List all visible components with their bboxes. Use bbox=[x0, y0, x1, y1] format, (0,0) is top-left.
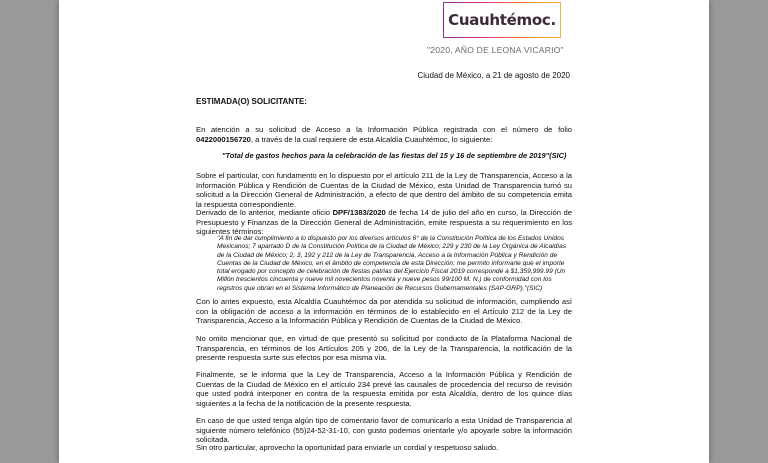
p1-text-a: En atención a su solicitud de Acceso a la Información Pública registrada con el número de folio bbox=[196, 125, 572, 134]
paragraph-closing: Sin otro particular, aprovecho la oportunidad para enviarle un cordial y respetuoso saludo. bbox=[196, 443, 499, 452]
p3-text-a: Derivado de lo anterior, mediante oficio bbox=[196, 208, 333, 217]
cuauhtemoc-logo bbox=[443, 2, 561, 38]
paragraph-oficio bbox=[196, 208, 572, 237]
paragraph-contact: En caso de que usted tenga algún tipo de comentario favor de comunicarlo a esta Unidad de Transparencia al siguiente número telefónico (55)24-52-31-10, con gusto podemos orientarle y/o apoyarle sobre la información solicitada. bbox=[196, 416, 572, 445]
paragraph-notification: No omito mencionar que, en virtud de que presentó su solicitud por conducto de la Plataforma Nacional de Transparencia, en términos de los Artículos 205 y 206, de la Ley de la Transparencia, la notificación de la presente respuesta surte sus efectos por esa misma vía. bbox=[196, 334, 572, 363]
paragraph-conclusion: Con lo antes expuesto, esta Alcaldía Cuauhtémoc da por atendida su solicitud de información, cumpliendo así con la obligación de acceso a la información en términos de lo establecido en el Artículo 212 de la Ley de Transparencia, Acceso a la Información Pública y Rendición de Cuentas de la Ciudad de México. bbox=[196, 297, 572, 326]
p1-text-b: , a través de la cual requiere de esta Alcaldía Cuauhtémoc, lo siguiente: bbox=[250, 134, 493, 144]
document-page bbox=[59, 0, 709, 463]
citation-block: "A fin de dar cumplimiento a lo dispuesto por los diversos artículos 6° de la Constitución Política de los Estados Unidos Mexicanos; 7 apartado D de la Constitución Política de la Ciudad de México; 229 y 230 de la Ley Orgánica de Alcaldías de la Ciudad de México; 2, 3, 192 y 212 de la Ley de Transparencia, Acceso a la Información Pública y Rendición de Cuentas de la Ciudad de México, en el ámbito de competencia de esta Dirección; me permito informarle que el importe total erogado por concepto de celebración de fiestas patrias del Ejercicio Fiscal 2019 corresponde a $1,359,999.99 (Un Millón trescientos cincuenta y nueve mil novecientos noventa y nueve pesos 99/100 M. N.) de conformidad con los registros que obran en el Sistema Informático de Planeación de Recursos Gubernamentales (SAP-GRP)."(SIC) bbox=[217, 235, 567, 292]
year-motto: "2020, AÑO DE LEONA VICARIO" bbox=[427, 45, 564, 55]
p3-text-b: de fecha 14 de julio del año en curso, la Dirección de Presupuesto y Finanzas de la Dirección General de Administración, emite respuesta a su requerimiento en los siguientes términos: bbox=[196, 208, 572, 237]
folio-number: 0422000156720 bbox=[196, 134, 251, 144]
oficio-number: DPF/1383/2020 bbox=[332, 208, 386, 217]
paragraph-basis: Sobre el particular, con fundamento en lo dispuesto por el artículo 211 de la Ley de Transparencia, Acceso a la Información Pública y Rendición de Cuentas de la Ciudad de México, esta Unidad de Transparencia turnó su solicitud a la Dirección General de Administración, a efecto de que dentro del ámbito de su competencia emita la respuesta correspondiente. bbox=[196, 171, 572, 210]
paragraph-appeal: Finalmente, se le informa que la Ley de Transparencia, Acceso a la Información Pública y Rendición de Cuentas de la Ciudad de México en el artículo 234 prevé las causales de procedencia del recurso de revisión que usted podrá interponer en contra de la respuesta emitida por esta Alcaldía, dentro de los quince días siguientes a la fecha de la notificación de la presente respuesta. bbox=[196, 370, 572, 409]
paragraph-request bbox=[196, 125, 572, 144]
date-line: Ciudad de México, a 21 de agosto de 2020 bbox=[417, 71, 570, 80]
request-quote: "Total de gastos hechos para la celebración de las fiestas del 15 y 16 de septiembre de 2019"(SIC) bbox=[222, 151, 567, 160]
salutation: ESTIMADA(O) SOLICITANTE: bbox=[196, 97, 307, 106]
logo-text: Cuauhtémoc. bbox=[448, 11, 556, 29]
